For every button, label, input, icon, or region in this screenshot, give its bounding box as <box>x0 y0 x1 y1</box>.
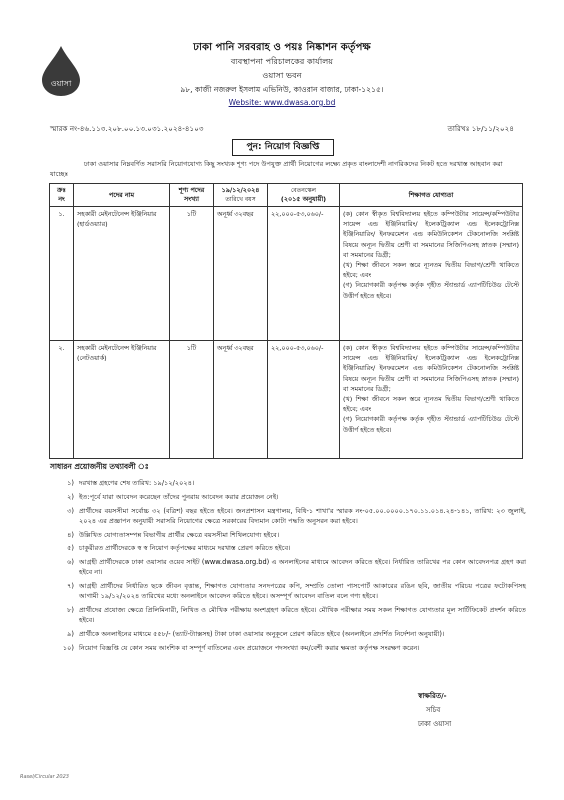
building-name: ওয়াসা ভবন <box>262 70 302 80</box>
qualification-a: (ক) কোন স্বীকৃত বিশ্ববিদ্যালয় হইতে কম্পিউটার সায়েন্স/কম্পিউটার সায়েন্স এন্ড ইঞ্জিনিয়ারিং/ ইলেকট্রিক্যাল এন্ড ইলেকট্রোনিক্স ইঞ্জিনিয়ারিং/ ইনফরমেশন এন্ড কমিউনিকেশন টেকনোলজি সংশ্লিষ্ট বিষয়ে অন্যূন দ্বিতীয় শ্রেণী বা সমমানের সিজিপিএসহ স্নাতক (সম্মান) বা সমমানের ডিগ্রী; <box>343 210 519 259</box>
row-vacancy: ১টি <box>170 341 214 459</box>
row-salary: ২২,০০০-৫৩,০৬০/- <box>268 341 340 459</box>
item-text: আগ্রহী প্রার্থীদেরকে ঢাকা ওয়াসার ওয়েব সাইট (www.dwasa.org.bd) এ অনলাইনের মাধ্যমে আবেদন করিতে হইবে। নির্ধারিত তারিখের পর কোন আবেদনপত্র গ্রহণ করা হইবে না। <box>79 558 526 577</box>
col-serial: ক্রঃ নং <box>50 184 74 207</box>
list-item <box>46 643 526 653</box>
vacancy-table <box>49 183 523 459</box>
notice-date: তারিখঃ ১৮/১১/২০২৪ <box>447 124 514 133</box>
col-post: পদের নাম <box>74 184 170 207</box>
table-row <box>50 341 523 459</box>
row-salary: ২২,০০০-৫৩,০৬০/- <box>268 207 340 341</box>
general-info-title: সাধারন প্রয়োজনীয় তথ্যাবলী ঃ <box>50 462 149 471</box>
row-age: অনূর্ধ্ব ৩২বছর <box>214 341 268 459</box>
row-qualification <box>340 207 523 341</box>
general-info-list <box>46 478 526 657</box>
col-qualification: শিক্ষাগত যোগ্যতা <box>340 184 523 207</box>
col-age-label: তারিখে বয়স <box>225 196 256 203</box>
item-number: ১) <box>67 479 74 487</box>
list-item <box>46 506 526 526</box>
item-number: ৬) <box>67 558 74 567</box>
footer-note: Rasel/Circular 2023 <box>20 774 69 780</box>
signature-signed: স্বাক্ষরিত/- <box>418 692 447 700</box>
qualification-c: (গ) নিয়োগকারী কর্তৃপক্ষ কর্তৃক গৃহীত স্ট্যান্ডার্ড এ্যাপটিচিউড টেস্টে উত্তীর্ণ হইতে হইবে। <box>343 281 519 300</box>
list-item <box>46 605 526 625</box>
org-name: ঢাকা পানি সরবরাহ ও পয়ঃ নিষ্কাশন কর্তৃপক্ষ <box>193 42 371 53</box>
col-vacancy: শূণ্য পদের সংখ্যা <box>170 184 214 207</box>
website-link[interactable]: Website: www.dwasa.org.bd <box>228 98 336 107</box>
notice-title: পুন: নিয়োগ বিজ্ঞপ্তি <box>232 139 334 156</box>
col-salary <box>268 184 340 207</box>
col-salary-label: বেতনস্কেল <box>290 187 317 194</box>
item-text: উল্লিখিত যোগ্যতাসম্পন্ন বিভাগীয় প্রার্থীর ক্ষেত্রে বয়সসীমা শিথিলযোগ্য হইবে। <box>79 530 280 539</box>
item-text: ইত:পূর্বে যারা আবেদন করেছেন তাঁদের পুনরায় আবেদন করার প্রয়োজন নেই। <box>79 492 279 501</box>
logo-text: ওয়াসা <box>50 79 72 88</box>
table-row <box>50 207 523 341</box>
item-number: ৩) <box>67 506 74 515</box>
row-qualification <box>340 341 523 459</box>
qualification-b: (খ) শিক্ষা জীবনে সকল স্তরে ন্যূনতম দ্বিতীয় বিভাগ/শ্রেণী থাকিতে হইবে; এবং <box>343 395 519 414</box>
item-text: প্রার্থীদের প্রযোজ্য ক্ষেত্রে প্রিলিমিনারী, লিখিত ও মৌখিক পরীক্ষায় অংশগ্রহণ করিতে হইবে। মৌখিক পরীক্ষার সময় সকল শিক্ষাগত যোগ্যতার মূল সার্টিফিকেট প্রদর্শন করিতে হইবে। <box>79 606 526 625</box>
item-number: ৫) <box>67 544 74 553</box>
item-text: আগ্রহী প্রার্থীদের নির্ধারিত ছকে জীবন বৃত্তান্ত, শিক্ষাগত যোগ্যতার সনদপত্রের কপি, সম্প্রতি তোলা পাসপোর্ট আকারের রঙিন ছবি, জাতীয় পরিচয় পত্রের ফটোকপিসহ আগামী ১৯/১২/২০২৪ তারিখের মধ্যে অনলাইনে আবেদন করিতে হইবে। অসম্পূর্ণ আবেদন বাতিল বলে গণ্য হইবে। <box>79 582 526 601</box>
item-text: দরখাস্ত গ্রহণের শেষ তারিখ: ১৯/১২/২০২৪। <box>79 479 195 487</box>
list-item <box>46 557 526 577</box>
list-item <box>46 581 526 601</box>
row-post: সহকারী মেইনটেনেন্স ইঞ্জিনিয়ার (হার্ডওয়্যার) <box>74 207 170 341</box>
list-item <box>46 492 526 502</box>
office-name: ব্যবস্থাপনা পরিচালকের কার্যালয় <box>230 56 334 66</box>
memo-number: স্মারক নং-৪৬.১১৩.২০৮.০০.১৩.০৩১.২০২৪-৪১০৩ <box>50 124 204 133</box>
list-item <box>46 629 526 639</box>
row-vacancy: ১টি <box>170 207 214 341</box>
list-item <box>46 478 526 488</box>
item-number: ৮) <box>67 606 74 615</box>
item-number: ১০) <box>62 643 74 652</box>
item-number: ৯) <box>67 630 74 639</box>
row-post: সহকারী মেইনটেনেন্স ইঞ্জিনিয়ার (নেটওয়ার্ক) <box>74 341 170 459</box>
qualification-c: (গ) নিয়োগকারী কর্তৃপক্ষ কর্তৃক গৃহীত স্ট্যান্ডার্ড এ্যাপটিচিউড টেস্টে উত্তীর্ণ হইতে হইবে। <box>343 415 519 434</box>
item-text: প্রার্থীদের বয়সসীমা সর্বোচ্চ ৩২ (বত্রিশ) বছর হইতে হইবে। জনপ্রশাসন মন্ত্রণালয়, বিধি-১ শাখা'র স্মারক নং-০৫.০০.০০০০.১৭০.১১.০১৪.২৪-১৪১, তারিখ: ২৩ জুলাই, ২০২৪ এর প্রজ্ঞাপন অনুযায়ী সরাসরি নিয়োগের ক্ষেত্রে সরকারের বিদ্যমান কোটা পদ্ধতি অনুসরন করা হইবে। <box>79 506 526 525</box>
item-number: ৪) <box>67 530 74 539</box>
row-age: অনূর্ধ্ব ৩২বছর <box>214 207 268 341</box>
qualification-a: (ক) কোন স্বীকৃত বিশ্ববিদ্যালয় হইতে কম্পিউটার সায়েন্স/কম্পিউটার সায়েন্স এন্ড ইঞ্জিনিয়ারিং/ ইলেকট্রিক্যাল এন্ড ইলেকট্রোনিক্স ইঞ্জিনিয়ারিং/ ইনফরমেশন এন্ড কমিউনিকেশন টেকনোলজি সংশ্লিষ্ট বিষয়ে অন্যূন দ্বিতীয় শ্রেণী বা সমমানের সিজিপিএসহ স্নাতক (সম্মান) বা সমমানের ডিগ্রী; <box>343 344 519 393</box>
col-salary-sub: (২০১৫ অনুযায়ী) <box>280 195 327 203</box>
list-item <box>46 530 526 540</box>
signature-org: ঢাকা ওয়াসা <box>418 720 452 728</box>
item-number: ৭) <box>67 582 74 591</box>
list-item <box>46 543 526 553</box>
row-serial: ২. <box>50 341 74 459</box>
item-text: প্রার্থীকে অনলাইনের মাধ্যমে ৫৫৮/- (ভ্যাট-ট্যাক্সসহ) টাকা ঢাকা ওয়াসার অনুকূলে প্রেরণ করিতে হইবে (অনলাইনে প্রদর্শিত নির্দেশনা অনুযায়ী)। <box>79 630 445 639</box>
intro-text: ঢাকা ওয়াসার নিম্নবর্ণিত সরাসরি নিয়োগযোগ্য কিছু সংখ্যক শূণ্য পদে উপযুক্ত প্রার্থী নিয়োগের লক্ষ্যে প্রকৃত বাংলাদেশী নাগরিকদের নিকট হতে দরখাস্ত আহবান করা যাচ্ছেঃ <box>50 160 503 178</box>
col-age-date: ১৯/১২/২০২৪ <box>221 186 260 194</box>
address: ৯৮, কাজী নজরুল ইসলাম এভিনিউ, কাওরান বাজার, ঢাকা-১২১৫। <box>180 85 384 94</box>
col-age <box>214 184 268 207</box>
row-serial: ১. <box>50 207 74 341</box>
table-header-row <box>50 184 523 207</box>
qualification-b: (খ) শিক্ষা জীবনে সকল স্তরে ন্যূনতম দ্বিতীয় বিভাগ/শ্রেণী থাকিতে হইবে; এবং <box>343 261 519 280</box>
item-text: নিয়োগ বিজ্ঞপ্তি যে কোন সময় আংশিক বা সম্পূর্ণ বাতিলের এবং প্রয়োজনে পদসংখ্যা কম/বেশী করার ক্ষমতা কর্তৃপক্ষ সংরক্ষণ করেন। <box>79 643 420 652</box>
item-text: চাকুরীরত প্রার্থীদেরকে স্ব স্ব নিয়োগ কর্তৃপক্ষের মাধ্যমে দরখাস্ত প্রেরণ করিতে হইবে। <box>79 544 291 553</box>
item-number: ২) <box>67 492 74 501</box>
signature-designation: সচিব <box>426 706 441 714</box>
